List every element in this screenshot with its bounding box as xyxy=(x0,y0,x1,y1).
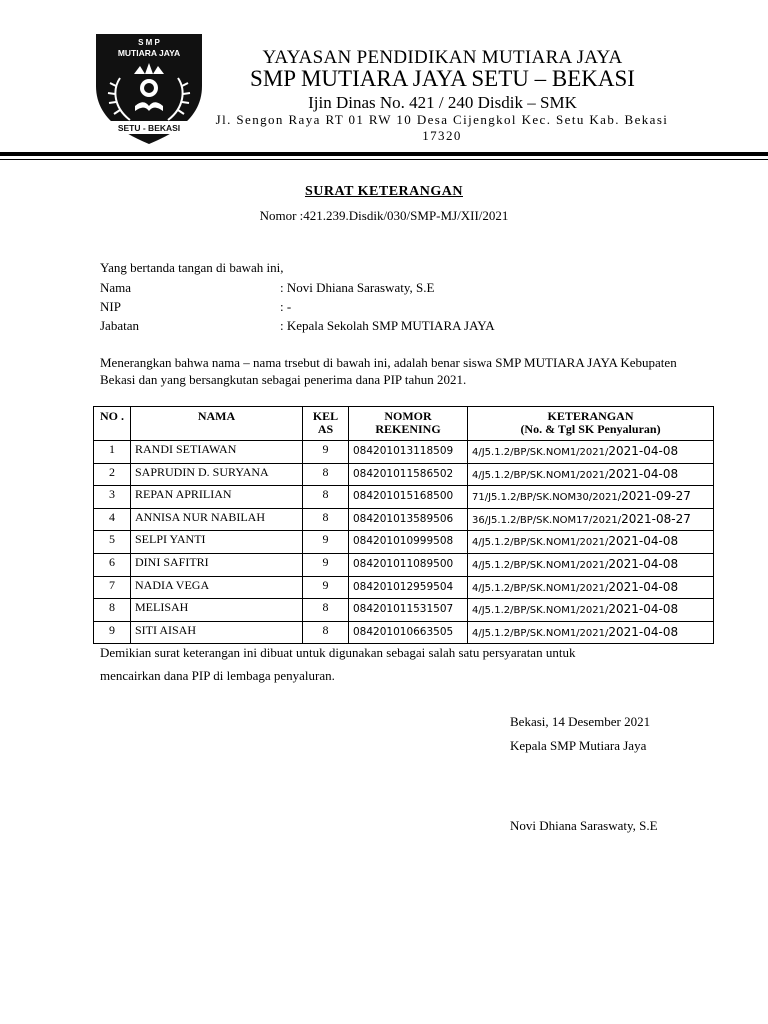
table-row xyxy=(94,531,714,554)
cell-sk-number: 71/J5.1.2/BP/SK.NOM30/2021/ xyxy=(472,492,622,504)
header-no: NO . xyxy=(94,407,131,441)
header-keterangan-sub: (No. & Tgl SK Penyaluran) xyxy=(520,422,661,436)
cell-sk-date: 2021-04-08 xyxy=(608,624,679,639)
table-row xyxy=(94,463,714,486)
cell-sk-number: 4/J5.1.2/BP/SK.NOM1/2021/ xyxy=(472,605,609,617)
cell-kelas: 8 xyxy=(303,599,349,622)
table-row xyxy=(94,599,714,622)
cell-sk-date: 2021-08-27 xyxy=(621,511,691,526)
cell-no: 8 xyxy=(94,599,131,622)
header-kelas: KEL AS xyxy=(303,407,349,441)
table-row xyxy=(94,553,714,576)
letter-title: SURAT KETERANGAN xyxy=(304,184,463,199)
cell-nama: RANDI SETIAWAN xyxy=(131,441,303,464)
cell-keterangan xyxy=(468,463,714,486)
closing-line-2: mencairkan dana PIP di lembaga penyaluran. xyxy=(100,668,335,683)
cell-sk-number: 36/J5.1.2/BP/SK.NOM17/2021/ xyxy=(472,514,622,526)
table-row xyxy=(94,576,714,599)
cell-sk-number: 4/J5.1.2/BP/SK.NOM1/2021/ xyxy=(472,559,609,571)
cell-sk-date: 2021-04-08 xyxy=(608,534,679,549)
cell-kelas: 8 xyxy=(303,463,349,486)
cell-sk-number: 4/J5.1.2/BP/SK.NOM1/2021/ xyxy=(472,469,609,481)
signer-name: Novi Dhiana Saraswaty, S.E xyxy=(510,818,658,833)
cell-keterangan xyxy=(468,621,714,644)
school-logo xyxy=(90,28,208,146)
cell-keterangan xyxy=(468,599,714,622)
cell-no: 3 xyxy=(94,486,131,509)
cell-no: 7 xyxy=(94,576,131,599)
permit-number: Ijin Dinas No. 421 / 240 Disdik – SMK xyxy=(308,93,577,112)
cell-rekening: 084201011531507 xyxy=(349,599,468,622)
cell-rekening: 084201013118509 xyxy=(349,441,468,464)
field-value-nama: : Novi Dhiana Saraswaty, S.E xyxy=(280,280,435,295)
cell-no: 4 xyxy=(94,508,131,531)
cell-nama: SELPI YANTI xyxy=(131,531,303,554)
cell-sk-number: 4/J5.1.2/BP/SK.NOM1/2021/ xyxy=(472,537,609,549)
cell-rekening: 084201011089500 xyxy=(349,553,468,576)
field-value-nip: : - xyxy=(280,299,292,314)
cell-kelas: 9 xyxy=(303,553,349,576)
cell-no: 9 xyxy=(94,621,131,644)
cell-nama: NADIA VEGA xyxy=(131,576,303,599)
field-label-nip: NIP xyxy=(100,299,121,314)
cell-no: 6 xyxy=(94,553,131,576)
student-table xyxy=(93,406,714,644)
cell-rekening: 084201015168500 xyxy=(349,486,468,509)
cell-rekening: 084201010663505 xyxy=(349,621,468,644)
field-value-jabatan: : Kepala Sekolah SMP MUTIARA JAYA xyxy=(280,318,495,333)
letterhead-divider-thin xyxy=(0,159,768,160)
cell-no: 1 xyxy=(94,441,131,464)
cell-no: 2 xyxy=(94,463,131,486)
table-row xyxy=(94,486,714,509)
header-keterangan-title: KETERANGAN xyxy=(547,409,634,423)
cell-keterangan xyxy=(468,531,714,554)
letterhead-divider-thick xyxy=(0,152,768,156)
logo-top-text: S M P xyxy=(138,38,160,47)
field-label-jabatan: Jabatan xyxy=(100,318,139,333)
logo-ribbon-text: SETU - BEKASI xyxy=(117,123,181,133)
cell-rekening: 084201011586502 xyxy=(349,463,468,486)
cell-no: 5 xyxy=(94,531,131,554)
foundation-name: YAYASAN PENDIDIKAN MUTIARA JAYA xyxy=(262,47,623,68)
header-rekening: NOMOR REKENING xyxy=(349,407,468,441)
header-nama: NAMA xyxy=(131,407,303,441)
cell-kelas: 9 xyxy=(303,441,349,464)
cell-keterangan xyxy=(468,441,714,464)
cell-rekening: 084201010999508 xyxy=(349,531,468,554)
cell-keterangan xyxy=(468,553,714,576)
cell-sk-number: 4/J5.1.2/BP/SK.NOM1/2021/ xyxy=(472,447,609,458)
closing-line-1: Demikian surat keterangan ini dibuat untuk digunakan sebagai salah satu persyaratan untuk xyxy=(100,645,576,660)
cell-sk-date: 2021-04-08 xyxy=(608,602,679,617)
table-row xyxy=(94,621,714,644)
cell-keterangan xyxy=(468,486,714,509)
intro-text: Yang bertanda tangan di bawah ini, xyxy=(100,260,284,275)
cell-nama: SITI AISAH xyxy=(131,621,303,644)
table-header-row xyxy=(94,407,714,441)
field-label-nama: Nama xyxy=(100,280,132,295)
cell-nama: REPAN APRILIAN xyxy=(131,486,303,509)
school-address: Jl. Sengon Raya RT 01 RW 10 Desa Cijengkol Kec. Setu Kab. Bekasi 17320 xyxy=(215,112,669,143)
cell-sk-date: 2021-04-08 xyxy=(608,579,679,594)
cell-nama: SAPRUDIN D. SURYANA xyxy=(131,463,303,486)
statement-paragraph: Menerangkan bahwa nama – nama trsebut di bawah ini, adalah benar siswa SMP MUTIARA JAYA Kebupaten Bekasi dan yang bersangkutan sebagai penerima dana PIP tahun 2021. xyxy=(100,355,677,387)
cell-kelas: 9 xyxy=(303,531,349,554)
place-date: Bekasi, 14 Desember 2021 xyxy=(510,714,651,729)
cell-sk-number: 4/J5.1.2/BP/SK.NOM1/2021/ xyxy=(472,582,609,594)
cell-keterangan xyxy=(468,508,714,531)
cell-rekening: 084201013589506 xyxy=(349,508,468,531)
school-name: SMP MUTIARA JAYA SETU – BEKASI xyxy=(250,66,635,91)
logo-name-text: MUTIARA JAYA xyxy=(117,48,181,58)
letter-number: Nomor :421.239.Disdik/030/SMP-MJ/XII/2021 xyxy=(259,208,509,223)
cell-kelas: 9 xyxy=(303,576,349,599)
cell-nama: DINI SAFITRI xyxy=(131,553,303,576)
signer-title: Kepala SMP Mutiara Jaya xyxy=(510,738,647,753)
table-row xyxy=(94,508,714,531)
header-keterangan xyxy=(468,407,714,441)
cell-rekening: 084201012959504 xyxy=(349,576,468,599)
cell-kelas: 8 xyxy=(303,621,349,644)
cell-sk-date: 2021-04-08 xyxy=(608,466,679,481)
table-row xyxy=(94,441,714,464)
cell-sk-date: 2021-04-08 xyxy=(608,444,679,458)
cell-nama: MELISAH xyxy=(131,599,303,622)
cell-sk-date: 2021-09-27 xyxy=(621,489,691,504)
cell-nama: ANNISA NUR NABILAH xyxy=(131,508,303,531)
cell-kelas: 8 xyxy=(303,486,349,509)
cell-sk-number: 4/J5.1.2/BP/SK.NOM1/2021/ xyxy=(472,627,609,639)
cell-keterangan xyxy=(468,576,714,599)
cell-sk-date: 2021-04-08 xyxy=(608,556,679,571)
cell-kelas: 8 xyxy=(303,508,349,531)
